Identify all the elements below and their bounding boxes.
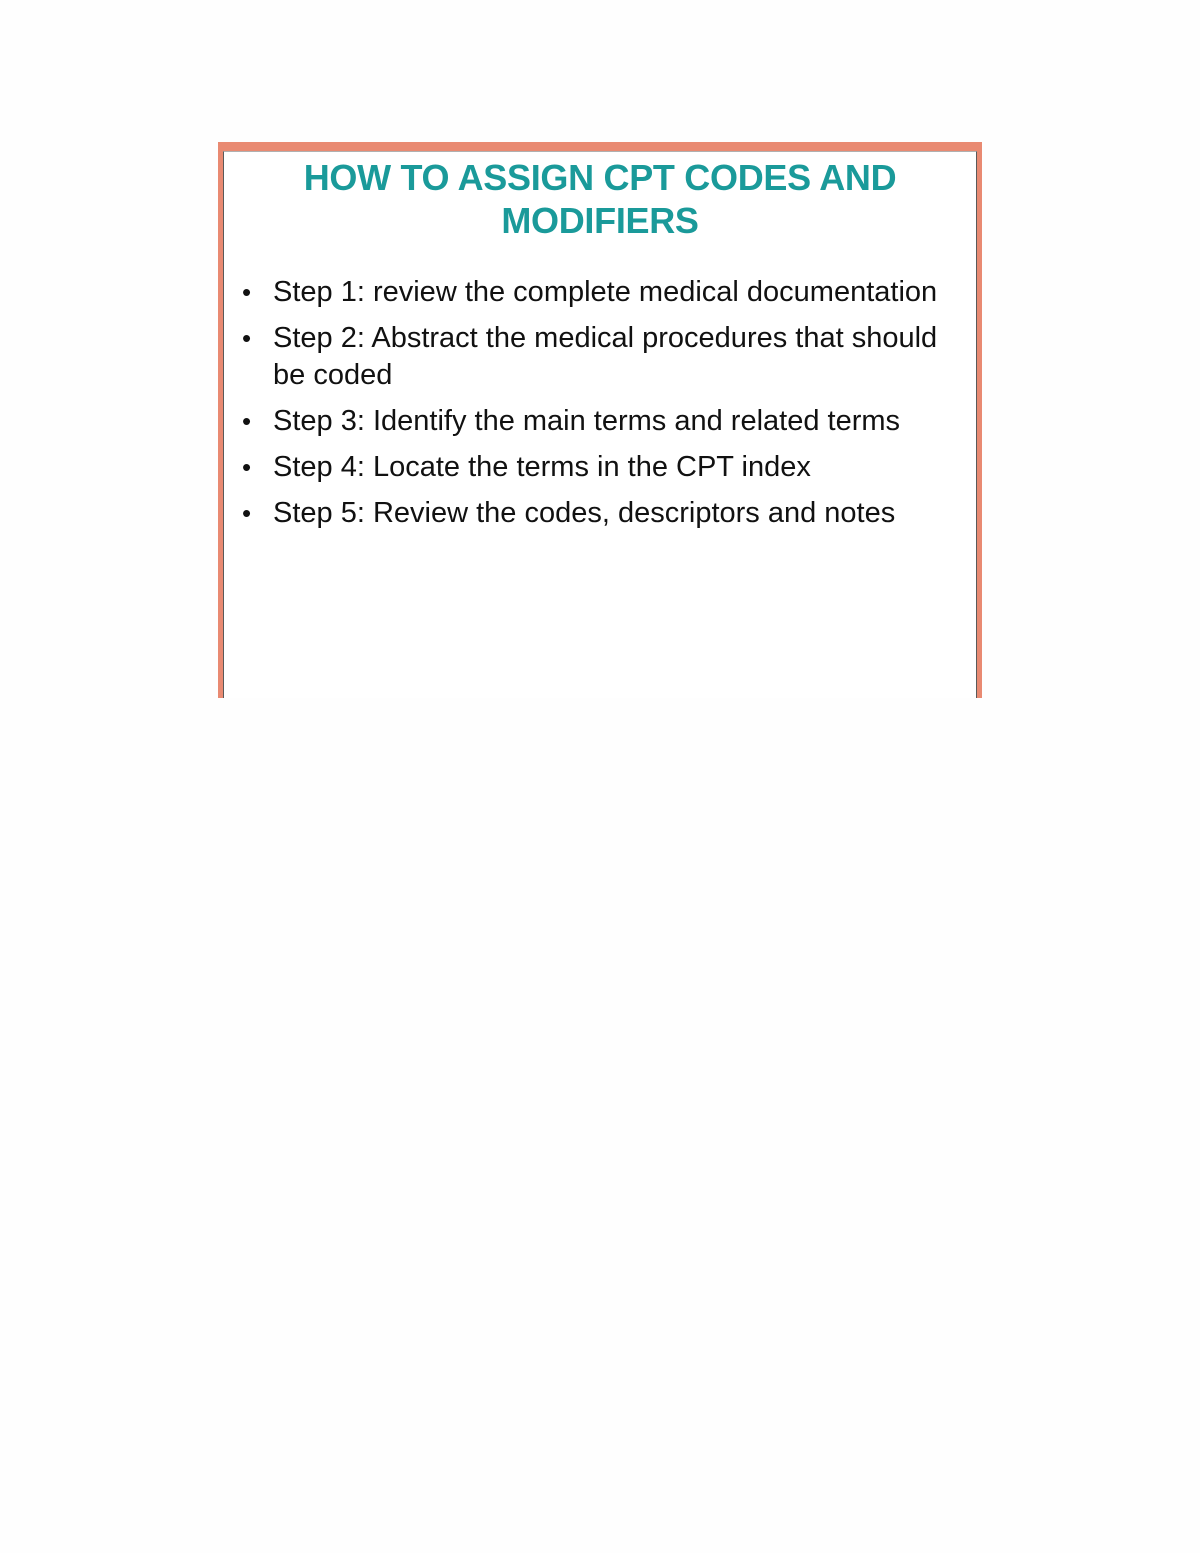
list-item (242, 320, 970, 394)
bullet-icon: • (242, 452, 252, 482)
bullet-icon: • (242, 406, 252, 436)
slide-content (223, 151, 977, 698)
step-text: Step 2: Abstract the medical procedures that should be coded (273, 322, 938, 391)
step-text: Step 4: Locate the terms in the CPT index (273, 451, 811, 483)
step-text: Step 5: Review the codes, descriptors and notes (273, 497, 896, 529)
step-text: Step 3: Identify the main terms and related terms (273, 405, 901, 437)
list-item (242, 403, 970, 440)
list-item (242, 495, 970, 532)
steps-list (242, 274, 970, 541)
bullet-icon: • (242, 277, 252, 307)
slide-title: HOW TO ASSIGN CPT CODES AND MODIFIERS (303, 157, 897, 241)
list-item (242, 274, 970, 311)
step-text: Step 1: review the complete medical documentation (273, 276, 938, 308)
bullet-icon: • (242, 498, 252, 528)
slide-frame (218, 142, 982, 698)
list-item (242, 449, 970, 486)
bullet-icon: • (242, 323, 252, 353)
